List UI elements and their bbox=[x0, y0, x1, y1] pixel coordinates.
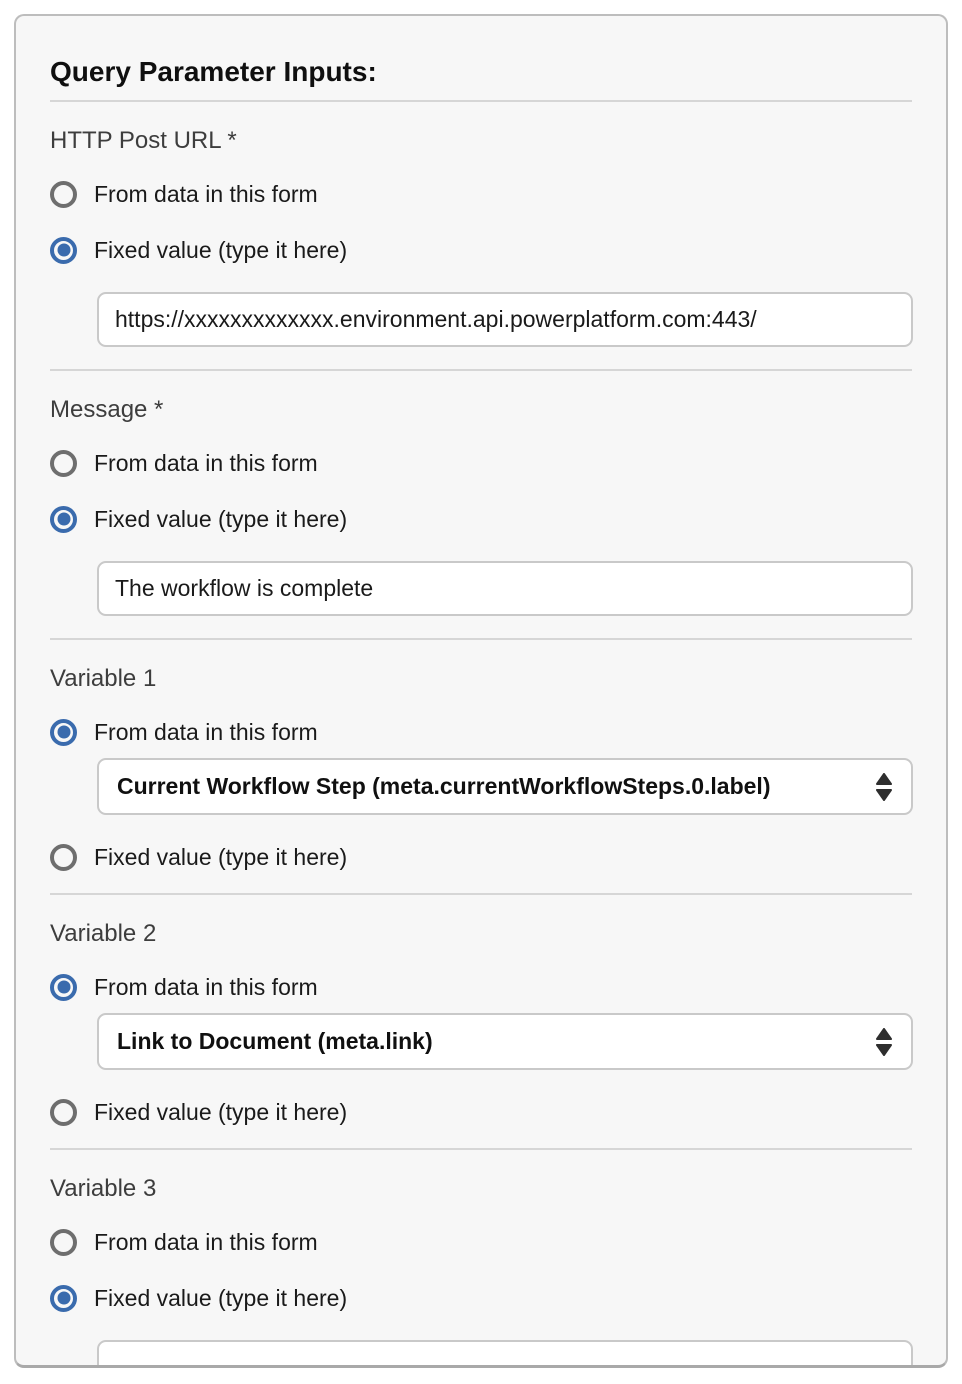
radio-selected-icon[interactable] bbox=[50, 506, 77, 533]
radio-option-from-data[interactable] bbox=[50, 718, 912, 746]
unfold-more-icon bbox=[875, 773, 893, 801]
radio-unselected-icon[interactable] bbox=[50, 1229, 77, 1256]
radio-option-fixed-value[interactable] bbox=[50, 1284, 912, 1312]
radio-unselected-icon[interactable] bbox=[50, 844, 77, 871]
radio-option-from-data[interactable] bbox=[50, 1228, 912, 1256]
radio-option-label: From data in this form bbox=[94, 974, 318, 1000]
unfold-more-icon bbox=[875, 1028, 893, 1056]
radio-option-label: Fixed value (type it here) bbox=[94, 844, 348, 870]
radio-option-from-data[interactable] bbox=[50, 973, 912, 1001]
radio-option-from-data[interactable] bbox=[50, 180, 912, 208]
select-wrap bbox=[97, 1013, 913, 1070]
radio-option-label: From data in this form bbox=[94, 181, 318, 207]
radio-selected-icon[interactable] bbox=[50, 974, 77, 1001]
http-post-url-input[interactable] bbox=[97, 292, 913, 347]
radio-option-label: From data in this form bbox=[94, 450, 318, 476]
radio-option-label: Fixed value (type it here) bbox=[94, 1285, 348, 1311]
variable-2-select[interactable] bbox=[97, 1013, 913, 1070]
section-label: Variable 2 bbox=[50, 920, 157, 947]
section-variable-1 bbox=[50, 640, 912, 893]
radio-selected-icon[interactable] bbox=[50, 237, 77, 264]
section-label: Variable 3 bbox=[50, 1175, 157, 1202]
radio-option-fixed-value[interactable] bbox=[50, 843, 912, 871]
select-selected-value: Current Workflow Step (meta.currentWorkflowSteps.0.label) bbox=[117, 773, 771, 799]
variable-1-select[interactable] bbox=[97, 758, 913, 815]
radio-unselected-icon[interactable] bbox=[50, 450, 77, 477]
radio-unselected-icon[interactable] bbox=[50, 181, 77, 208]
radio-selected-icon[interactable] bbox=[50, 1285, 77, 1312]
radio-option-fixed-value[interactable] bbox=[50, 236, 912, 264]
section-message bbox=[50, 371, 912, 638]
section-variable-2 bbox=[50, 895, 912, 1148]
query-parameter-card bbox=[14, 14, 948, 1368]
radio-option-label: From data in this form bbox=[94, 1229, 318, 1255]
radio-option-label: From data in this form bbox=[94, 719, 318, 745]
section-label: HTTP Post URL * bbox=[50, 127, 237, 154]
variable-3-input[interactable] bbox=[97, 1340, 913, 1368]
section-http-post-url bbox=[50, 102, 912, 369]
page-title: Query Parameter Inputs: bbox=[50, 56, 377, 87]
radio-option-fixed-value[interactable] bbox=[50, 505, 912, 533]
section-label: Message * bbox=[50, 396, 164, 423]
select-selected-value: Link to Document (meta.link) bbox=[117, 1028, 433, 1054]
radio-option-label: Fixed value (type it here) bbox=[94, 506, 348, 532]
radio-selected-icon[interactable] bbox=[50, 719, 77, 746]
section-label: Variable 1 bbox=[50, 665, 157, 692]
radio-unselected-icon[interactable] bbox=[50, 1099, 77, 1126]
select-wrap bbox=[97, 758, 913, 815]
radio-option-label: Fixed value (type it here) bbox=[94, 1099, 348, 1125]
radio-option-fixed-value[interactable] bbox=[50, 1098, 912, 1126]
radio-option-from-data[interactable] bbox=[50, 449, 912, 477]
section-variable-3 bbox=[50, 1150, 912, 1368]
message-input[interactable] bbox=[97, 561, 913, 616]
radio-option-label: Fixed value (type it here) bbox=[94, 237, 348, 263]
